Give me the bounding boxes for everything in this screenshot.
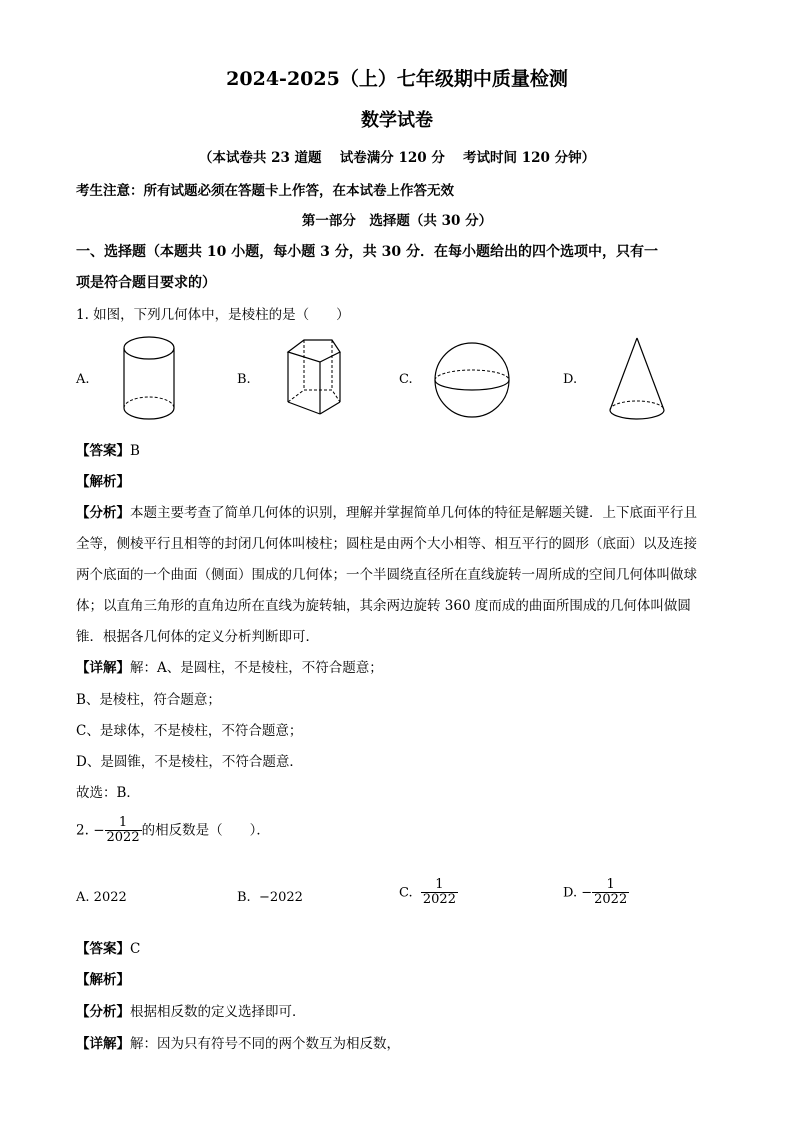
q1-option-c-label: C. — [399, 372, 413, 387]
option-label: A. — [76, 890, 90, 905]
notice: 考生注意：所有试题必须在答题卡上作答，在本试卷上作答无效 — [76, 183, 454, 199]
q1-detail-line4: D、是圆锥，不是棱柱，不符合题意． — [76, 754, 303, 770]
option-fraction — [421, 878, 458, 908]
q2-analysis-tag: 【解析】 — [76, 972, 130, 988]
fraction-numerator: 1 — [435, 877, 444, 892]
pentagonal-prism-figure — [284, 336, 346, 426]
option-label: C. — [399, 885, 413, 901]
q1-analysis-line4: 体；以直角三角形的直角边所在直线为旋转轴，其余两边旋转 360 度而成的曲面所围成的几何体叫做圆 — [76, 598, 691, 614]
analysis-text: 根据相反数的定义选择即可． — [130, 1004, 306, 1020]
q1-detail-line3: C、是球体，不是棱柱，不符合题意； — [76, 723, 303, 739]
exam-title: 2024-2025（上）七年级期中质量检测 — [226, 68, 568, 90]
q2-minus: − — [93, 822, 105, 839]
option-value: −2022 — [258, 890, 303, 905]
analysis-label: 【分析】 — [76, 1004, 130, 1020]
analysis-label: 【分析】 — [76, 505, 130, 521]
q1-option-d-label: D. — [563, 372, 578, 387]
option-value: 2022 — [93, 890, 127, 905]
fraction-denominator: 2022 — [594, 892, 628, 908]
q1-analysis-line1 — [76, 501, 697, 521]
q2-option-d — [563, 878, 629, 908]
option-fraction — [592, 878, 629, 908]
q1-detail-line5: 故选：B． — [76, 785, 140, 801]
q2-fraction — [105, 816, 142, 846]
detail-text: 解：A、是圆柱，不是棱柱，不符合题意； — [130, 660, 383, 676]
fraction-denominator: 2022 — [422, 892, 456, 908]
answer-tag: 【答案】 — [76, 443, 130, 459]
exam-info: （本试卷共 23 道题 试卷满分 120 分 考试时间 120 分钟） — [198, 150, 596, 166]
analysis-text: 本题主要考查了简单几何体的识别，理解并掌握简单几何体的特征是解题关键．上下底面平行且 — [130, 505, 697, 521]
q2-stem — [76, 816, 270, 846]
q1-analysis-line5: 锥．根据各几何体的定义分析判断即可． — [76, 629, 319, 645]
detail-text: 解：因为只有符号不同的两个数互为相反数， — [130, 1036, 400, 1052]
exam-subtitle: 数学试卷 — [361, 110, 433, 131]
cylinder-figure — [118, 334, 182, 424]
fraction-denominator: 2022 — [106, 830, 140, 846]
section-heading-line2: 项是符合题目要求的） — [76, 275, 216, 291]
section-heading-line1: 一、选择题（本题共 10 小题，每小题 3 分，共 30 分．在每小题给出的四个选项中，只有一 — [76, 244, 658, 260]
q2-option-c — [399, 878, 458, 908]
sphere-figure — [433, 341, 513, 421]
q1-analysis-line3: 两个底面的一个曲面（侧面）围成的几何体；一个半圆绕直径所在直线旋转一周所成的空间几何体叫做球 — [76, 567, 697, 583]
fraction-numerator: 1 — [606, 877, 615, 892]
q1-detail-line2: B、是棱柱，符合题意； — [76, 692, 221, 708]
q1-stem: 1. 如图，下列几何体中，是棱柱的是（ ） — [76, 307, 350, 323]
q1-detail-line1 — [76, 656, 383, 676]
q2-analysis — [76, 1000, 306, 1020]
q1-option-a-label: A. — [76, 372, 90, 387]
cone-figure — [608, 336, 672, 428]
answer-value: B — [130, 443, 140, 459]
q2-option-a — [76, 890, 127, 905]
answer-tag: 【答案】 — [76, 941, 130, 957]
q2-option-b — [237, 890, 303, 905]
fraction-numerator: 1 — [118, 815, 128, 830]
part-title: 第一部分 选择题（共 30 分） — [301, 213, 493, 229]
q1-analysis-line2: 全等，侧棱平行且相等的封闭几何体叫棱柱；圆柱是由两个大小相等、相互平行的圆形（底面）以及连接 — [76, 536, 697, 552]
detail-label: 【详解】 — [76, 660, 130, 676]
q2-number: 2. — [76, 822, 89, 839]
q2-stem-tail: 的相反数是（ ）． — [141, 822, 270, 839]
q1-answer — [76, 439, 140, 459]
option-label: D. — [563, 885, 578, 901]
q1-analysis-tag: 【解析】 — [76, 474, 130, 490]
q1-option-b-label: B. — [237, 372, 251, 387]
answer-value: C — [130, 941, 141, 957]
option-minus: − — [581, 885, 593, 901]
option-label: B. — [237, 890, 251, 905]
q2-detail — [76, 1032, 400, 1052]
detail-label: 【详解】 — [76, 1036, 130, 1052]
q2-answer — [76, 937, 140, 957]
